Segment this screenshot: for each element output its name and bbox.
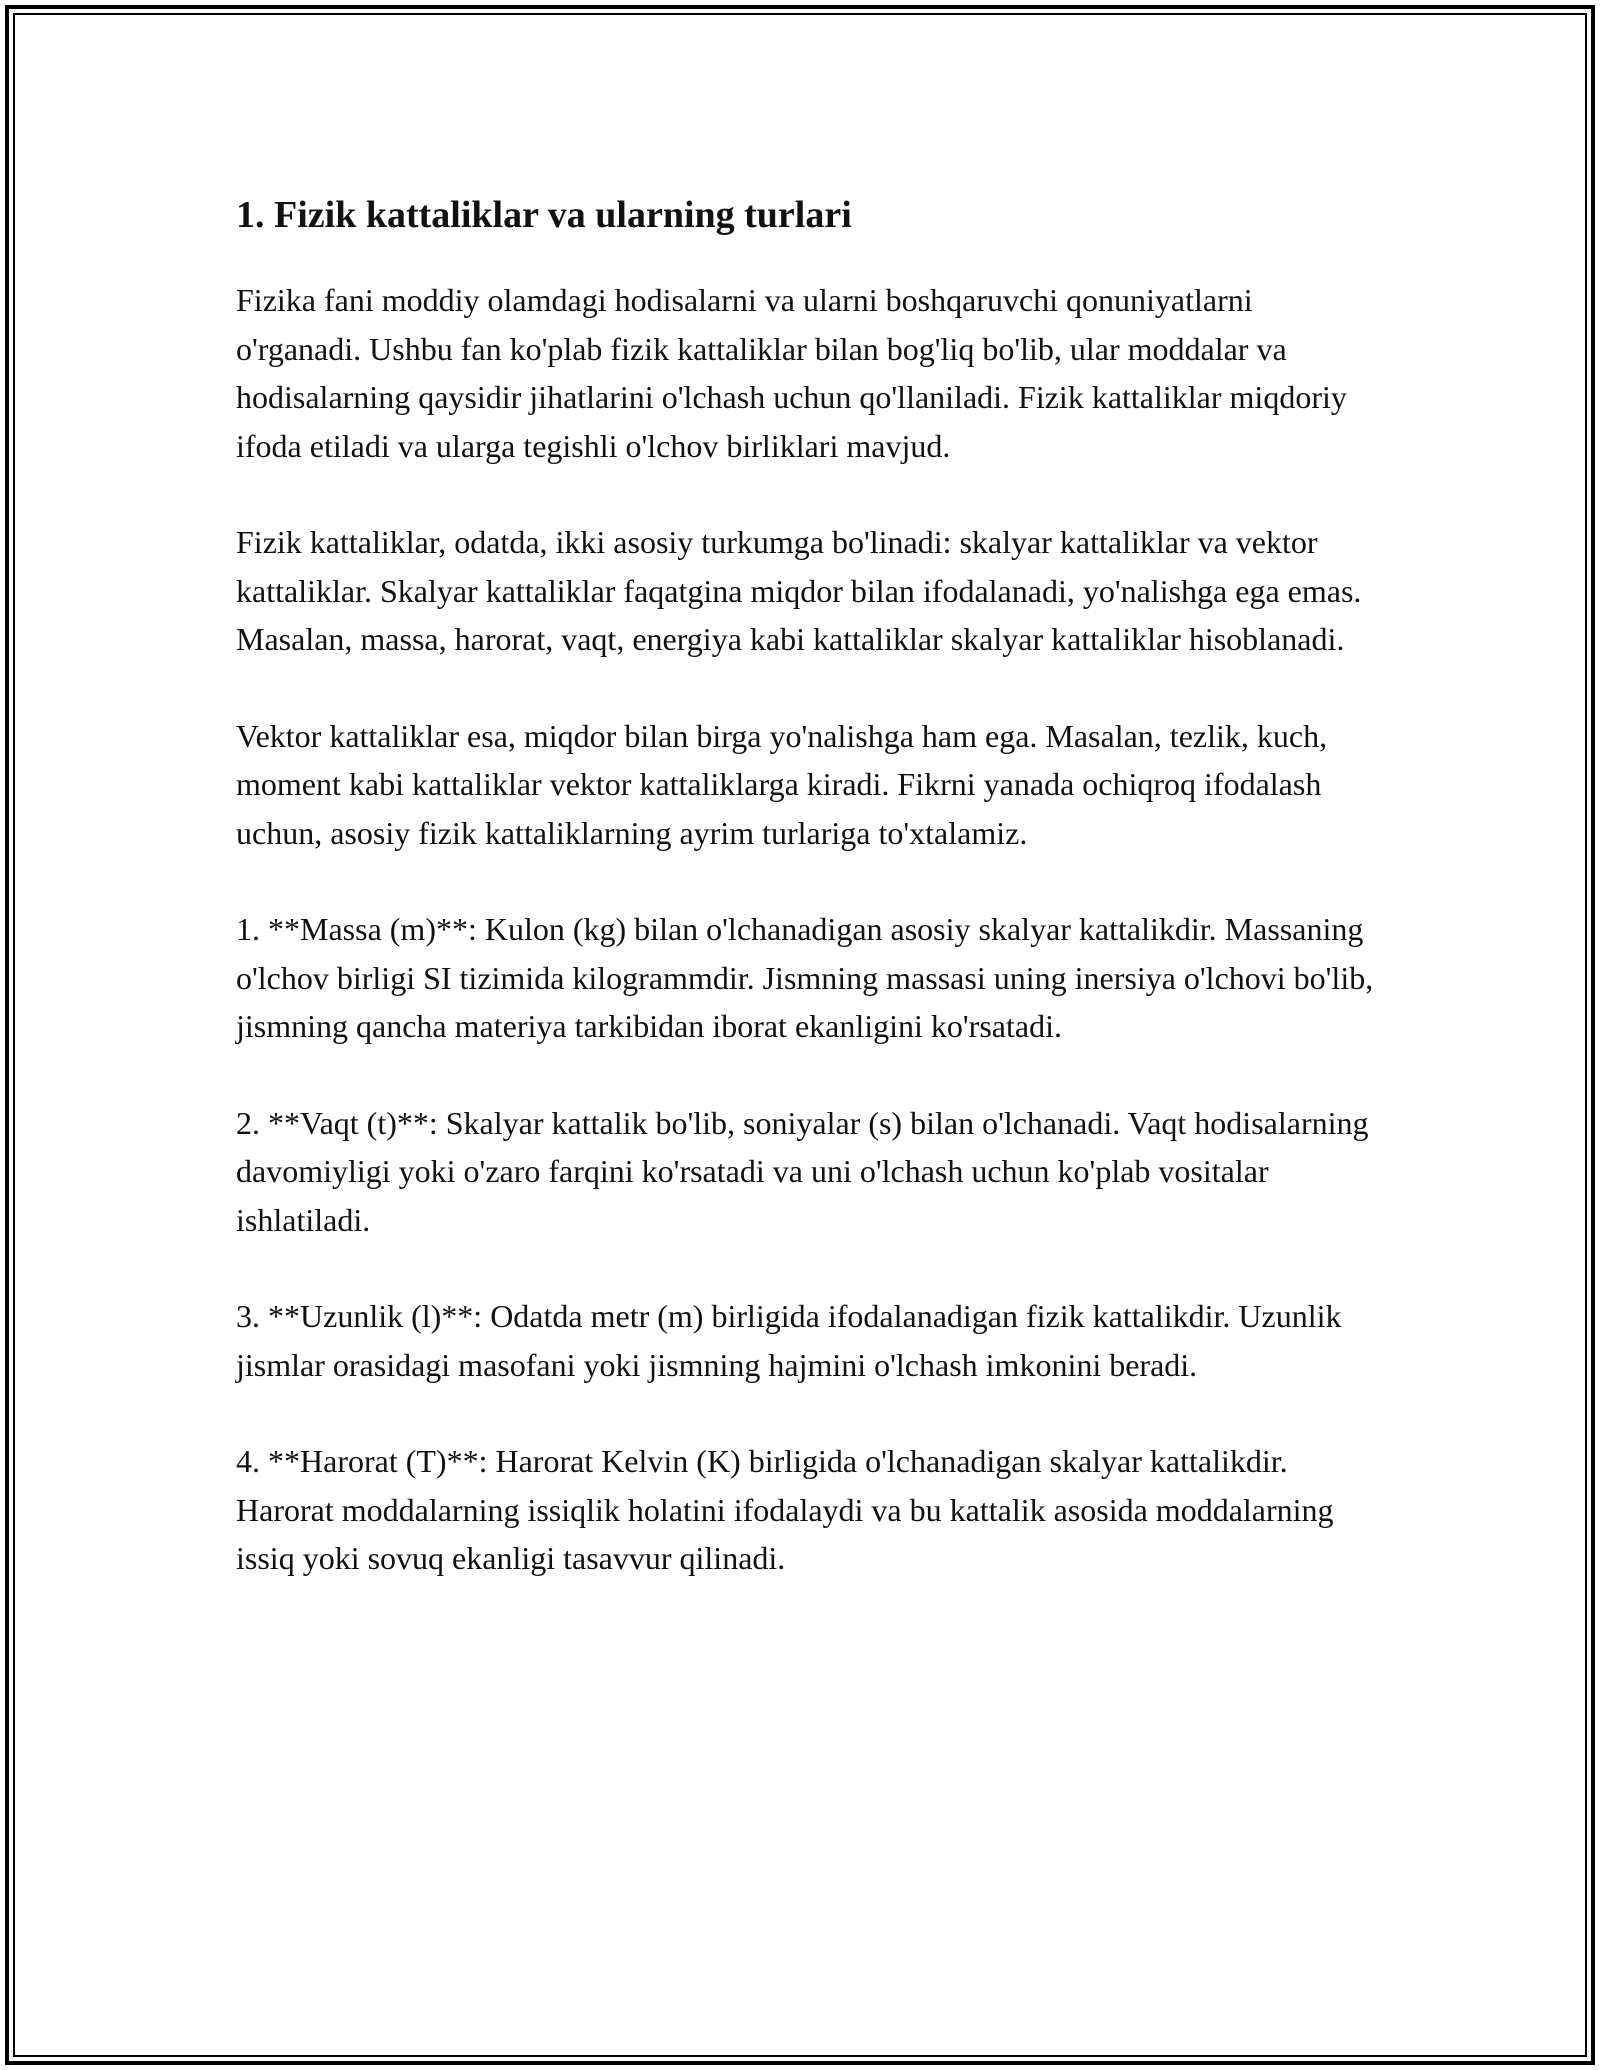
document-body: [236, 188, 1376, 1631]
list-item-time: 2. **Vaqt (t)**: Skalyar kattalik bo'lib, soniyalar (s) bilan o'lchanadi. Vaqt hodisalarning davomiyligi yoki o'zaro farqini ko'rsatadi va uni o'lchash uchun ko'plab vositalar ishlatiladi.: [236, 1104, 1369, 1238]
paragraph-intro: Fizika fani moddiy olamdagi hodisalarni va ularni boshqaruvchi qonuniyatlarni o'rganadi. Ushbu fan ko'plab fizik kattaliklar bilan bog'liq bo'lib, ular moddalar va hodisalarning qaysidir jihatlarini o'lchash uchun qo'llaniladi. Fizik kattaliklar miqdoriy ifoda etiladi va ularga tegishli o'lchov birliklari mavjud.: [236, 282, 1347, 464]
paragraph-vectors: Vektor kattaliklar esa, miqdor bilan birga yo'nalishga ham ega. Masalan, tezlik, kuch, moment kabi kattaliklar vektor kattaliklarga kiradi. Fikrni yanada ochiqroq ifodalash uchun, asosiy fizik kattaliklarning ayrim turlariga to'xtalamiz.: [236, 717, 1328, 851]
list-item-temperature: 4. **Harorat (T)**: Harorat Kelvin (K) birligida o'lchanadigan skalyar kattalikdir. Harorat moddalarning issiqlik holatini ifodalaydi va bu kattalik asosida moddalarning issiq yoki sovuq ekanligi tasavvur qilinadi.: [236, 1443, 1334, 1576]
list-item-length: 3. **Uzunlik (l)**: Odatda metr (m) birligida ifodalanadigan fizik kattalikdir. Uzunlik jismlar orasidagi masofani yoki jismning hajmini o'lchash imkonini beradi.: [236, 1298, 1342, 1383]
paragraph-categories: Fizik kattaliklar, odatda, ikki asosiy turkumga bo'linadi: skalyar kattaliklar va vektor kattaliklar. Skalyar kattaliklar faqatgina miqdor bilan ifodalanadi, yo'nalishga ega emas. Masalan, massa, harorat, vaqt, energiya kabi kattaliklar skalyar kattaliklar hisoblanadi.: [236, 524, 1362, 657]
list-item-mass: 1. **Massa (m)**: Kulon (kg) bilan o'lchanadigan asosiy skalyar kattalikdir. Massaning o'lchov birligi SI tizimida kilogrammdir. Jismning massasi uning inersiya o'lchovi bo'lib, jismning qancha materiya tarkibidan iborat ekanligini ko'rsatadi.: [236, 911, 1374, 1044]
section-title: 1. Fizik kattaliklar va ularning turlari: [236, 194, 852, 236]
